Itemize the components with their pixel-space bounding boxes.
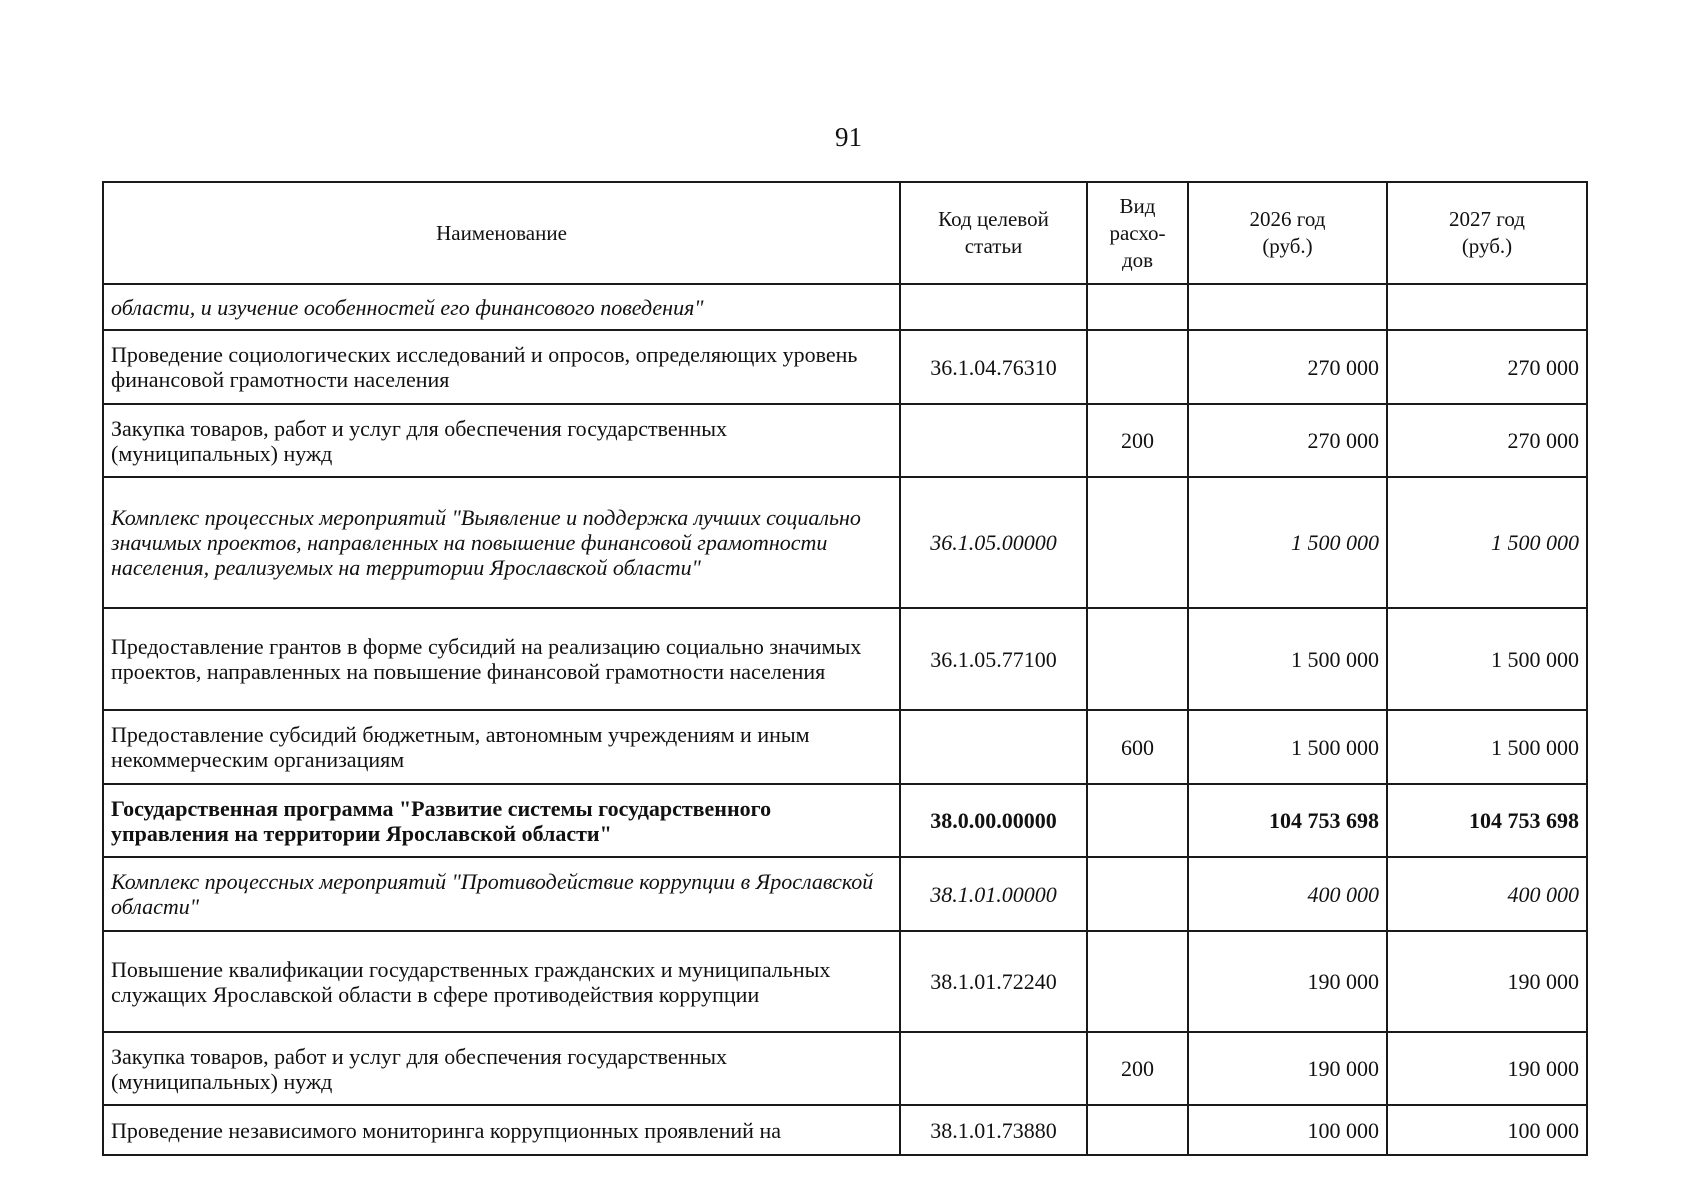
table-row bbox=[103, 1105, 1587, 1155]
table-row bbox=[103, 608, 1587, 710]
header-year-2026: 2026 год (руб.) bbox=[1188, 182, 1387, 284]
cell-year-2026: 1 500 000 bbox=[1188, 710, 1387, 784]
cell-year-2026: 190 000 bbox=[1188, 1032, 1387, 1105]
table-row bbox=[103, 931, 1587, 1032]
cell-code bbox=[900, 404, 1087, 477]
cell-year-2027: 270 000 bbox=[1387, 330, 1587, 404]
cell-year-2027: 400 000 bbox=[1387, 857, 1587, 931]
header-year-2027: 2027 год (руб.) bbox=[1387, 182, 1587, 284]
table-row bbox=[103, 284, 1587, 330]
cell-year-2026: 1 500 000 bbox=[1188, 608, 1387, 710]
cell-year-2027: 104 753 698 bbox=[1387, 784, 1587, 857]
cell-name: Закупка товаров, работ и услуг для обеспечения государственных (муниципальных) нужд bbox=[103, 1032, 900, 1105]
cell-name: Государственная программа "Развитие системы государственного управления на территории Ярославской области" bbox=[103, 784, 900, 857]
table-header-row bbox=[103, 182, 1587, 284]
cell-kind bbox=[1087, 477, 1188, 608]
cell-kind bbox=[1087, 931, 1188, 1032]
table-row bbox=[103, 330, 1587, 404]
header-name: Наименование bbox=[103, 182, 900, 284]
cell-year-2026: 190 000 bbox=[1188, 931, 1387, 1032]
cell-year-2026: 270 000 bbox=[1188, 330, 1387, 404]
cell-kind bbox=[1087, 330, 1188, 404]
cell-code: 38.1.01.73880 bbox=[900, 1105, 1087, 1155]
cell-year-2027: 1 500 000 bbox=[1387, 608, 1587, 710]
cell-kind: 200 bbox=[1087, 404, 1188, 477]
cell-name: Предоставление субсидий бюджетным, автономным учреждениям и иным некоммерческим организациям bbox=[103, 710, 900, 784]
cell-code bbox=[900, 1032, 1087, 1105]
cell-year-2026: 400 000 bbox=[1188, 857, 1387, 931]
cell-year-2027 bbox=[1387, 284, 1587, 330]
cell-code: 36.1.05.00000 bbox=[900, 477, 1087, 608]
cell-kind bbox=[1087, 608, 1188, 710]
cell-code: 36.1.05.77100 bbox=[900, 608, 1087, 710]
cell-name: Предоставление грантов в форме субсидий на реализацию социально значимых проектов, направленных на повышение финансовой грамотности населения bbox=[103, 608, 900, 710]
cell-name: Проведение независимого мониторинга коррупционных проявлений на bbox=[103, 1105, 900, 1155]
cell-year-2027: 270 000 bbox=[1387, 404, 1587, 477]
cell-name: Повышение квалификации государственных гражданских и муниципальных служащих Ярославской области в сфере противодействия коррупции bbox=[103, 931, 900, 1032]
budget-table bbox=[102, 181, 1588, 1156]
table-row bbox=[103, 784, 1587, 857]
cell-year-2026 bbox=[1188, 284, 1387, 330]
header-kind: Вид расхо-дов bbox=[1087, 182, 1188, 284]
cell-code: 36.1.04.76310 bbox=[900, 330, 1087, 404]
cell-kind bbox=[1087, 284, 1188, 330]
cell-name: Проведение социологических исследований и опросов, определяющих уровень финансовой грамотности населения bbox=[103, 330, 900, 404]
table-row bbox=[103, 1032, 1587, 1105]
cell-year-2026: 1 500 000 bbox=[1188, 477, 1387, 608]
cell-year-2027: 1 500 000 bbox=[1387, 477, 1587, 608]
cell-kind: 600 bbox=[1087, 710, 1188, 784]
cell-code: 38.1.01.00000 bbox=[900, 857, 1087, 931]
table-row bbox=[103, 404, 1587, 477]
page-number: 91 bbox=[835, 122, 862, 152]
table-row bbox=[103, 857, 1587, 931]
cell-year-2027: 190 000 bbox=[1387, 931, 1587, 1032]
cell-year-2026: 104 753 698 bbox=[1188, 784, 1387, 857]
header-code: Код целевой статьи bbox=[900, 182, 1087, 284]
cell-name: Закупка товаров, работ и услуг для обеспечения государственных (муниципальных) нужд bbox=[103, 404, 900, 477]
cell-name: Комплекс процессных мероприятий "Противодействие коррупции в Ярославской области" bbox=[103, 857, 900, 931]
cell-kind bbox=[1087, 857, 1188, 931]
table-row bbox=[103, 710, 1587, 784]
cell-year-2026: 270 000 bbox=[1188, 404, 1387, 477]
cell-year-2027: 100 000 bbox=[1387, 1105, 1587, 1155]
cell-year-2027: 190 000 bbox=[1387, 1032, 1587, 1105]
cell-code bbox=[900, 710, 1087, 784]
cell-code: 38.1.01.72240 bbox=[900, 931, 1087, 1032]
cell-year-2027: 1 500 000 bbox=[1387, 710, 1587, 784]
cell-kind: 200 bbox=[1087, 1032, 1188, 1105]
cell-kind bbox=[1087, 1105, 1188, 1155]
cell-code bbox=[900, 284, 1087, 330]
cell-name: Комплекс процессных мероприятий "Выявление и поддержка лучших социально значимых проектов, направленных на повышение финансовой грамотности населения, реализуемых на территории Ярославской области" bbox=[103, 477, 900, 608]
cell-kind bbox=[1087, 784, 1188, 857]
cell-year-2026: 100 000 bbox=[1188, 1105, 1387, 1155]
cell-code: 38.0.00.00000 bbox=[900, 784, 1087, 857]
table-row bbox=[103, 477, 1587, 608]
cell-name: области, и изучение особенностей его финансового поведения" bbox=[103, 284, 900, 330]
